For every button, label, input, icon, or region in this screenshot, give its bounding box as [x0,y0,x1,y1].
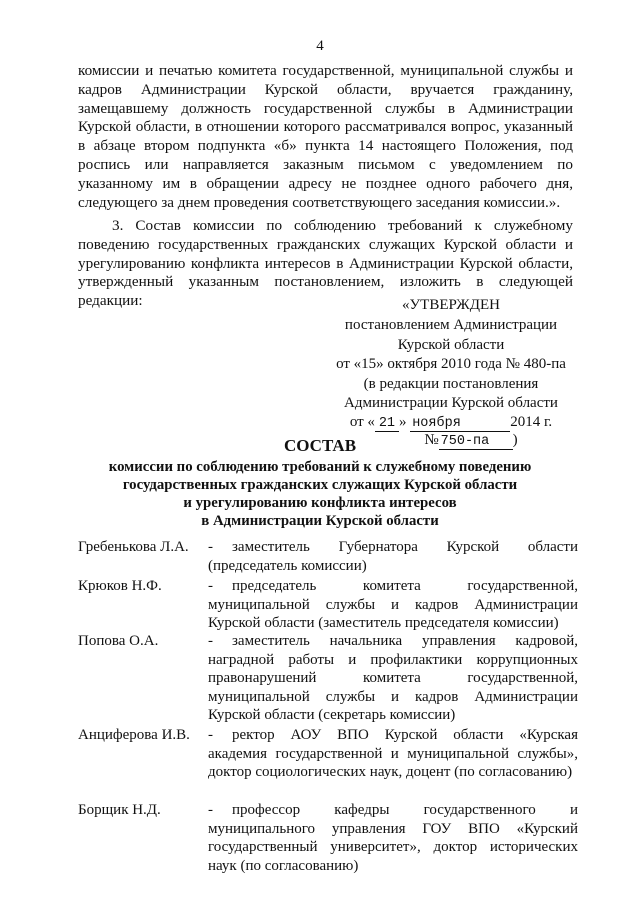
number-suffix: ) [512,432,518,448]
member-role: председатель комитета государственной, муниципальной службы и кадров Администрации Курской области (заместитель председателя комиссии) [208,578,578,632]
member-dash: - [208,633,213,649]
date-month: ноября [410,416,510,432]
paragraph-item-3: 3. Состав комиссии по соблюдению требований к служебному поведению государственных гражданских служащих Курской области и урегулированию конфликта интересов в Администрации Курской области, утвержденный указанным постановлением, изложить в следующей редакции: [78,217,573,310]
paragraph-continuation: комиссии и печатью комитета государственной, муниципальной службы и кадров Администрации Курской области, вручается гражданину, замещавшему должность государственной службы в Администрации Курской области, в отношении которого рассматривался вопрос, указанный в абзаце втором подпункта «б» пункта 14 настоящего Положения, под роспись или направляется заказным письмом с уведомлением по указанному им в обращении адресу не позднее одного рабочего дня, следующего за днем проведения соответствующего заседания комиссии.». [78,62,573,211]
member-name: Борщик Н.Д. [78,802,161,818]
composition-subtitle-2: государственных гражданских служащих Курской области [122,477,518,493]
member-role: заместитель Губернатора Курской области (председатель комиссии) [208,539,578,574]
member-name: Анциферова И.В. [78,727,190,743]
page-number: 4 [316,38,324,54]
member-name: Гребенькова Л.А. [78,539,189,555]
member-role: профессор кафедры государственного и муниципального управления ГОУ ВПО «Курский государственный университет», доктор исторических наук (по согласованию) [208,802,578,874]
approved-stamp-line-2: постановлением Администрации [344,317,558,333]
member-name: Попова О.А. [78,633,159,649]
date-year: 2014 г. [510,414,553,430]
composition-title: СОСТАВ [283,436,357,455]
number-value: 750-па [439,434,513,450]
member-dash: - [208,727,213,743]
member-name: Крюков Н.Ф. [78,578,162,594]
approved-stamp-line-5: (в редакции постановления [363,376,539,392]
composition-subtitle-4: в Администрации Курской области [201,513,439,529]
approved-stamp-line-1: «УТВЕРЖДЕН [402,297,500,313]
approved-stamp-line-3: Курской области [397,337,505,353]
approved-stamp-date [310,413,592,433]
approved-stamp-line-4: от «15» октября 2010 года № 480-па [336,356,566,372]
member-dash: - [208,578,213,594]
composition-subtitle-1: комиссии по соблюдению требований к служебному поведению [108,459,532,475]
number-prefix: № [424,432,439,448]
date-day: 21 [375,416,399,432]
approved-stamp-line-6: Администрации Курской области [344,395,558,411]
member-dash: - [208,802,213,818]
date-mid: » [398,414,407,430]
member-role: заместитель начальника управления кадровой, наградной работы и профилактики коррупционных правонарушений комитета государственной, муниципальной службы и кадров Администрации Курской области (секретарь комиссии) [208,633,578,724]
member-dash: - [208,539,213,555]
member-role: ректор АОУ ВПО Курской области «Курская академия государственной и муниципальной службы», доктор социологических наук, доцент (по согласованию) [208,727,578,781]
composition-subtitle-3: и урегулированию конфликта интересов [183,495,457,511]
date-prefix: от « [349,414,375,430]
